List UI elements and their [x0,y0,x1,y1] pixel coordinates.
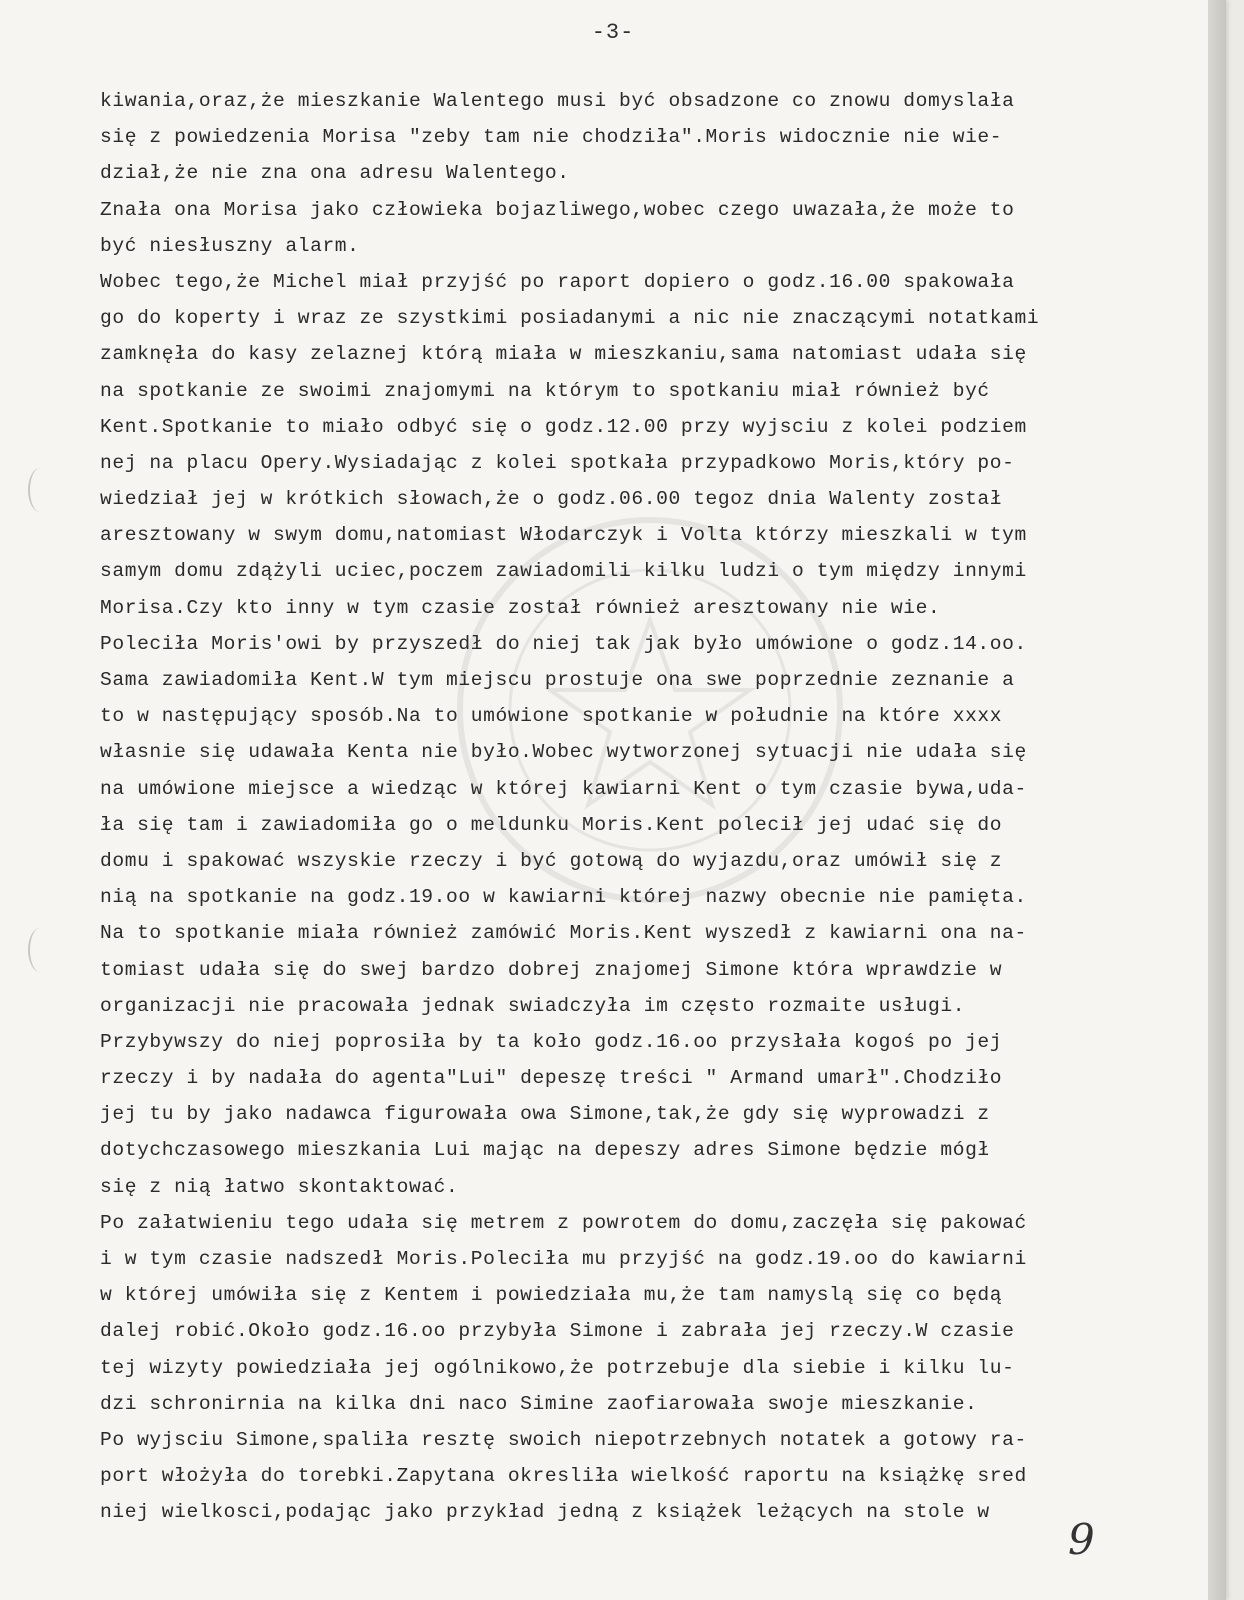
text-line: kiwania,oraz,że mieszkanie Walentego musi być obsadzone co znowu domyslała [100,90,1015,112]
text-line: niej wielkosci,podając jako przykład jedną z książek leżących na stole w [100,1501,990,1524]
text-line: Po załatwieniu tego udała się metrem z powrotem do domu,zaczęła się pakować [100,1211,1027,1234]
text-line: Znała ona Morisa jako człowieka bojazliwego,wobec czego uwazała,że może to [100,198,1015,221]
text-line: dział,że nie zna ona adresu Walentego. [100,162,570,185]
text-line: domu i spakować wszyskie rzeczy i być gotową do wyjazdu,oraz umówił się z [100,849,1003,872]
text-line: się z nią łatwo skontaktować. [100,1175,459,1198]
punch-hole-mark [28,928,52,972]
text-line: samym domu zdążyli uciec,poczem zawiadomili kilku ludzi o tym między innymi [100,560,1027,583]
text-line: na spotkanie ze swoimi znajomymi na którym to spotkaniu miał również być [100,379,990,402]
page-number: -3- [591,20,635,45]
text-line: Sama zawiadomiła Kent.W tym miejscu prostuje ona swe poprzednie zeznanie a [100,669,1015,691]
text-line: Wobec tego,że Michel miał przyjść po raport dopiero o godz.16.00 spakowała [100,270,1015,293]
text-line: to w następujący sposób.Na to umówione spotkanie w południe na które xxxx [100,705,1003,728]
text-line: nią na spotkanie na godz.19.oo w kawiarni której nazwy obecnie nie pamięta. [100,886,1027,909]
text-line: rzeczy i by nadała do agenta"Lui" depeszę treści " Armand umarł".Chodziło [100,1067,1003,1090]
text-line: tomiast udała się do swej bardzo dobrej znajomej Simone która wprawdzie w [100,958,1003,981]
text-line: Przybywszy do niej poprosiła by ta koło godz.16.oo przysłała kogoś po jej [100,1030,1003,1053]
text-line: wiedział jej w krótkich słowach,że o godz.06.00 tegoz dnia Walenty został [100,488,1003,511]
paper-edge [1208,0,1226,1600]
text-line: w której umówiła się z Kentem i powiedziała mu,że tam namyslą się co będą [100,1284,1003,1307]
text-line: na umówione miejsce a wiedząc w której kawiarni Kent o tym czasie bywa,uda- [100,777,1027,800]
handwritten-folio-number: 9 [1068,1515,1095,1564]
text-line: tej wizyty powiedziała jej ogólnikowo,że potrzebuje dla siebie i kilku lu- [100,1356,1015,1379]
text-line: własnie się udawała Kenta nie było.Wobec wytworzonej sytuacji nie udała się [100,741,1027,764]
punch-hole-mark [28,468,52,512]
text-line: Poleciła Moris'owi by przyszedł do niej tak jak było umówione o godz.14.oo. [100,632,1027,655]
text-line: i w tym czasie nadszedł Moris.Poleciła mu przyjść na godz.19.oo do kawiarni [100,1248,1027,1270]
text-line: ła się tam i zawiadomiła go o meldunku Moris.Kent polecił jej udać się do [100,813,1003,836]
text-line: dzi schronirnia na kilka dni naco Simine zaofiarowała swoje mieszkanie. [100,1392,978,1415]
text-line: Morisa.Czy kto inny w tym czasie został również aresztowany nie wie. [100,596,941,619]
text-line: się z powiedzenia Morisa "zeby tam nie chodziła".Moris widocznie nie wie- [100,126,1003,149]
text-line: dotychczasowego mieszkania Lui mając na depeszy adres Simone będzie mógł [100,1139,990,1162]
text-line: jej tu by jako nadawca figurowała owa Simone,tak,że gdy się wyprowadzi z [100,1103,990,1126]
text-line: być niesłuszny alarm. [100,234,360,257]
text-line: dalej robić.Około godz.16.oo przybyła Simone i zabrała jej rzeczy.W czasie [100,1320,1015,1343]
text-line: Po wyjsciu Simone,spaliła resztę swoich niepotrzebnych notatek a gotowy ra- [100,1428,1027,1451]
text-line: go do koperty i wraz ze szystkimi posiadanymi a nic nie znaczącymi notatkami [100,307,1040,330]
typed-text-body [100,83,1208,1531]
text-line: zamknęła do kasy zelaznej którą miała w mieszkaniu,sama natomiast udała się [100,343,1027,366]
text-line: nej na placu Opery.Wysiadając z kolei spotkała przypadkowo Moris,który po- [100,451,1015,474]
text-line: Na to spotkanie miała również zamówić Moris.Kent wyszedł z kawiarni ona na- [100,922,1027,945]
text-line: Kent.Spotkanie to miało odbyć się o godz.12.00 przy wyjsciu z kolei podziem [100,415,1027,438]
text-line: organizacji nie pracowała jednak swiadczyła im często rozmaite usługi. [100,994,966,1017]
text-line: aresztowany w swym domu,natomiast Włodarczyk i Volta którzy mieszkali w tym [100,524,1027,547]
text-line: port włożyła do torebki.Zapytana okresliła wielkość raportu na książkę sred [100,1465,1027,1488]
